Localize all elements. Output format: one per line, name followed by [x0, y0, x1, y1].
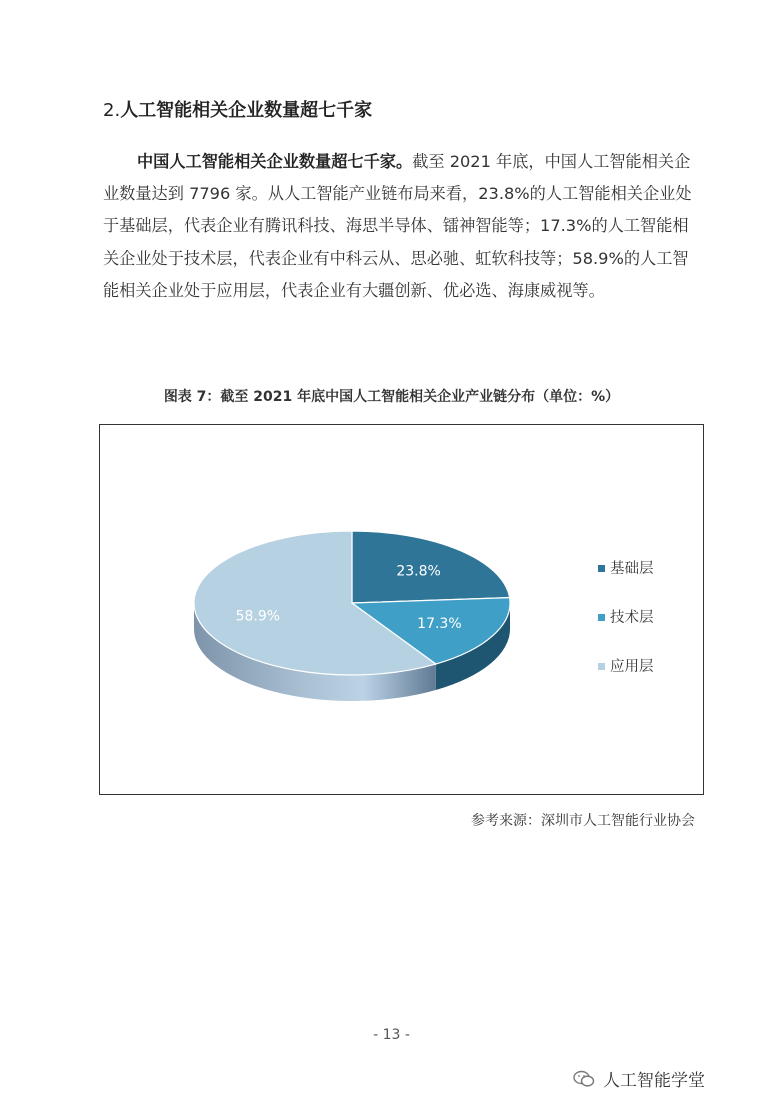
watermark-text: 人工智能学堂 [603, 1071, 705, 1091]
pie-label-技术层: 17.3% [417, 616, 462, 633]
legend-label-技术层: 技术层 [610, 610, 654, 626]
legend-label-基础层: 基础层 [610, 561, 654, 577]
wechat-icon [573, 1070, 595, 1088]
pie-label-基础层: 23.8% [396, 563, 441, 580]
watermark [573, 1066, 705, 1091]
legend-swatch-基础层 [598, 565, 605, 572]
page-number: - 13 - [373, 1027, 410, 1043]
paragraph-lead: 中国人工智能相关企业数量超七千家。 [137, 152, 413, 171]
pie-chart-frame [99, 424, 704, 795]
pie-chart [100, 425, 703, 794]
body-paragraph [103, 146, 703, 307]
paragraph-body: 截至 2021 年底，中国人工智能相关企业数量达到 7796 家。从人工智能产业链布局来看，23.8%的人工智能相关企业处于基础层，代表企业有腾讯科技、海思半导体、镭神智能等；17.3%的人工智能相关企业处于技术层，代表企业有中科云从、思必驰、虹软科技等；58.9%的人工智能相关企业处于应用层，代表企业有大疆创新、优必选、海康威视等。 [103, 152, 692, 300]
pie-label-应用层: 58.9% [235, 608, 281, 625]
section-title: 人工智能相关企业数量超七千家 [120, 100, 373, 121]
section-heading [103, 96, 372, 122]
legend-swatch-应用层 [598, 663, 605, 670]
section-number: 2. [103, 100, 121, 121]
figure-caption: 图表 7：截至 2021 年底中国人工智能相关企业产业链分布（单位：%） [163, 389, 620, 405]
legend-swatch-技术层 [598, 614, 605, 621]
figure-source: 参考来源：深圳市人工智能行业协会 [471, 813, 695, 829]
legend-label-应用层: 应用层 [610, 659, 654, 675]
